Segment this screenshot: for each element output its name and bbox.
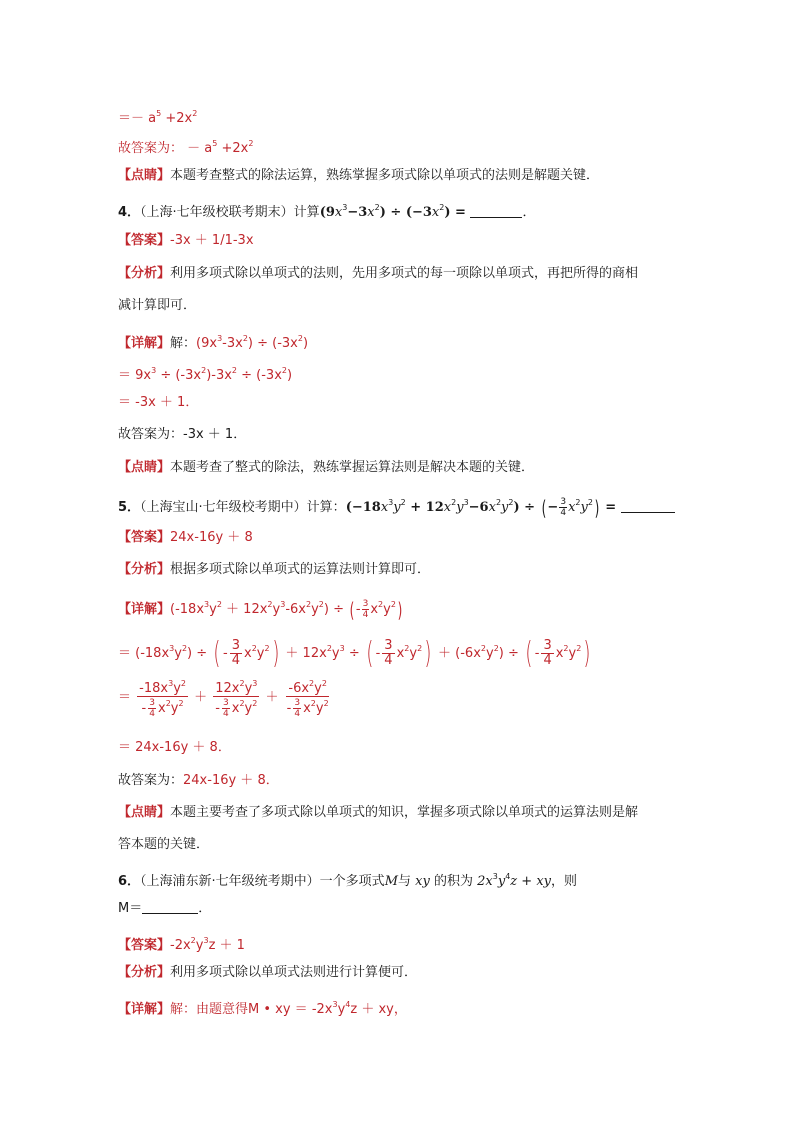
q5-question: 5．（上海宝山·七年级校考期中）计算：$(-18x^3y^2 + 12x^2y^3-6x^2y^2)$ ÷ ( − $\frac{3}{4}$ $x^2y^2$) = xyxy=(118,490,675,521)
q5-comment-1: 【点睛】本题主要考查了多项式除以单项式的知识，掌握多项式除以单项式的运算法则是解 xyxy=(118,805,639,820)
q5-analysis: 【分析】根据多项式除以单项式的运算法则计算即可． xyxy=(118,562,431,577)
answer-blank xyxy=(470,203,522,218)
q5-final-answer: 故答案为：24x-16y ＋ 8． xyxy=(118,773,279,788)
q6-answer: 【答案】$-2x^2y^3z + 1$ xyxy=(118,936,245,953)
q4-answer: 【答案】-3x ＋ 1/1-3x xyxy=(118,233,254,248)
answer-blank xyxy=(142,899,198,914)
q4-comment: 【点睛】本题考查了整式的除法，熟练掌握运算法则是解决本题的关键． xyxy=(118,460,535,475)
q4-detail-1: 【详解】解：$(9x^3-3x^2) \div (-3x^2)$ xyxy=(118,334,309,351)
q5-detail-4: ＝ 24x-16y ＋ 8． xyxy=(118,740,231,755)
q4-analysis-2: 减计算即可． xyxy=(118,298,197,313)
prev-comment: 【点睛】本题考查整式的除法运算，熟练掌握多项式除以单项式的法则是解题关键． xyxy=(118,168,600,183)
answer-blank xyxy=(621,498,675,513)
q6-question-blank: M＝ ． xyxy=(118,901,212,916)
q6-question: 6．（上海浦东新·七年级统考期中）一个多项式M与 xy 的积为 $2x^3y^4z$ + xy，则 xyxy=(118,872,578,889)
q4-final-answer: 故答案为：-3x ＋ 1． xyxy=(118,427,247,442)
q5-detail-1: 【详解】$(-18x^3y^2 + 12x^2y^3-6x^2y^2)$ ÷ ( - $\frac{3}{4}$ $x^2y^2$) xyxy=(118,597,403,622)
q4-question: 4．（上海·七年级校联考期末）计算$(9x^3-3x^2) \div (-3x^2)$ = ． xyxy=(118,203,536,220)
q6-analysis: 【分析】利用多项式除以单项式法则进行计算便可． xyxy=(118,965,418,980)
q4-detail-2: ＝ $9x^3 \div (-3x^2)-3x^2 \div (-3x^2)$ xyxy=(118,366,293,383)
prev-final-answer: 故答案为： － $a^5 +2x^2$ xyxy=(118,139,254,156)
q4-detail-3: ＝ -3x ＋ 1． xyxy=(118,395,199,410)
q6-detail-1: 【详解】解：由题意得M • xy ＝ $-2x^3y^4z$ ＋ xy， xyxy=(118,1000,407,1017)
q5-answer: 【答案】24x-16y ＋ 8 xyxy=(118,530,253,545)
prev-step-line: ＝－ $a^5 +2x^2$ xyxy=(118,109,198,126)
q5-detail-3: ＝ $-18x^3y^2$ - $\frac{3}{4}$ $x^2y^2$ ＋ $12x^2y^3$ - $\frac{3}{4}$ $x^2y^2$ ＋ $-6x^2y^2$ - $\frac{3}{4}$ $x^2y^2$ xyxy=(118,678,329,719)
q5-detail-2: ＝ $(-18x^3y^2)$ ÷ ( - $\frac{3}{4}$ $x^2y^2) + 12x^2y^3$ ÷ ( - $\frac{3}{4}$ $x^2y^2) + (-6x^2y^2)$ ÷ ( - $\frac{3}{4}$ $x^2y^2$) xyxy=(118,635,591,671)
q5-comment-2: 答本题的关键． xyxy=(118,837,210,852)
q4-analysis-1: 【分析】利用多项式除以单项式的法则，先用多项式的每一项除以单项式，再把所得的商相 xyxy=(118,266,639,281)
